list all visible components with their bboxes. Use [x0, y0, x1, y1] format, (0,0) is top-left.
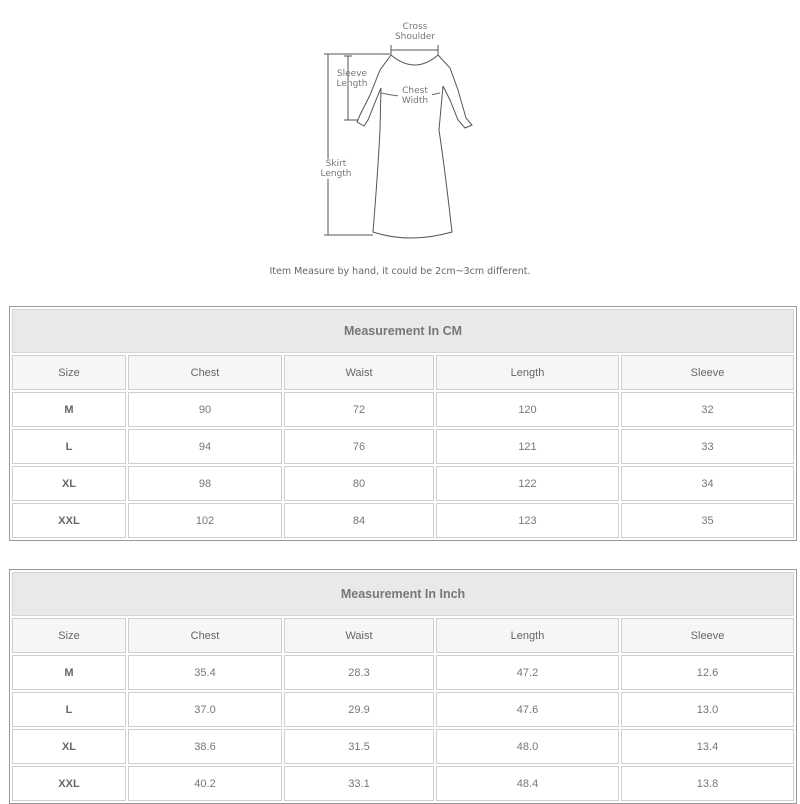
- column-header-waist: Waist: [284, 618, 434, 653]
- table-row: [12, 392, 794, 427]
- length-cell: 120: [436, 392, 619, 427]
- sleeve-cell: 32: [621, 392, 794, 427]
- waist-cell: 72: [284, 392, 434, 427]
- length-cell: 121: [436, 429, 619, 464]
- waist-cell: 33.1: [284, 766, 434, 801]
- skirt-length-label: [318, 159, 354, 179]
- chest-cell: 40.2: [128, 766, 282, 801]
- waist-cell: 80: [284, 466, 434, 501]
- chest-width-label-line2: Width: [401, 96, 429, 106]
- column-header-chest: Chest: [128, 618, 282, 653]
- column-header-sleeve: Sleeve: [621, 355, 794, 390]
- sleeve-length-label-line1: Sleeve: [336, 69, 368, 79]
- chest-cell: 94: [128, 429, 282, 464]
- sleeve-cell: 34: [621, 466, 794, 501]
- table-row: [12, 766, 794, 801]
- chest-cell: 98: [128, 466, 282, 501]
- measurement-note: Item Measure by hand, it could be 2cm~3cm different.: [269, 266, 531, 277]
- table-row: [12, 503, 794, 538]
- size-cell: XXL: [12, 766, 126, 801]
- size-cell: XL: [12, 466, 126, 501]
- skirt-length-label-line2: Length: [320, 169, 352, 179]
- table-row: [12, 466, 794, 501]
- length-cell: 47.6: [436, 692, 619, 727]
- sleeve-cell: 13.8: [621, 766, 794, 801]
- cross-shoulder-label: [388, 22, 442, 42]
- table-row: [12, 429, 794, 464]
- waist-cell: 84: [284, 503, 434, 538]
- chest-cell: 35.4: [128, 655, 282, 690]
- size-cell: M: [12, 655, 126, 690]
- sleeve-cell: 13.4: [621, 729, 794, 764]
- table-header-row: [12, 618, 794, 653]
- chest-width-label-line1: Chest: [402, 86, 428, 96]
- size-cell: L: [12, 692, 126, 727]
- chest-width-label: [398, 86, 432, 106]
- column-header-size: Size: [12, 618, 126, 653]
- skirt-length-label-line1: Skirt: [325, 159, 347, 169]
- column-header-sleeve: Sleeve: [621, 618, 794, 653]
- size-table-inch: [9, 569, 797, 804]
- sleeve-cell: 35: [621, 503, 794, 538]
- sleeve-cell: 12.6: [621, 655, 794, 690]
- chest-cell: 90: [128, 392, 282, 427]
- cross-shoulder-label-line2: Shoulder: [394, 32, 436, 42]
- table-row: [12, 729, 794, 764]
- size-table-cm: [9, 306, 797, 541]
- chest-cell: 37.0: [128, 692, 282, 727]
- column-header-length: Length: [436, 355, 619, 390]
- table-header-row: [12, 355, 794, 390]
- sleeve-cell: 33: [621, 429, 794, 464]
- waist-cell: 76: [284, 429, 434, 464]
- column-header-length: Length: [436, 618, 619, 653]
- cross-shoulder-label-line1: Cross: [402, 22, 428, 32]
- size-cell: XXL: [12, 503, 126, 538]
- table-row: [12, 692, 794, 727]
- column-header-waist: Waist: [284, 355, 434, 390]
- size-cell: XL: [12, 729, 126, 764]
- sleeve-length-label: [334, 69, 370, 89]
- sleeve-cell: 13.0: [621, 692, 794, 727]
- length-cell: 122: [436, 466, 619, 501]
- chest-cell: 38.6: [128, 729, 282, 764]
- length-cell: 48.0: [436, 729, 619, 764]
- dress-measurement-diagram: [300, 0, 500, 250]
- column-header-size: Size: [12, 355, 126, 390]
- waist-cell: 29.9: [284, 692, 434, 727]
- table-title: Measurement In CM: [12, 309, 794, 353]
- table-title: Measurement In Inch: [12, 572, 794, 616]
- length-cell: 123: [436, 503, 619, 538]
- waist-cell: 31.5: [284, 729, 434, 764]
- chest-cell: 102: [128, 503, 282, 538]
- waist-cell: 28.3: [284, 655, 434, 690]
- sleeve-length-label-line2: Length: [336, 79, 368, 89]
- table-row: [12, 655, 794, 690]
- length-cell: 47.2: [436, 655, 619, 690]
- size-cell: M: [12, 392, 126, 427]
- size-cell: L: [12, 429, 126, 464]
- column-header-chest: Chest: [128, 355, 282, 390]
- length-cell: 48.4: [436, 766, 619, 801]
